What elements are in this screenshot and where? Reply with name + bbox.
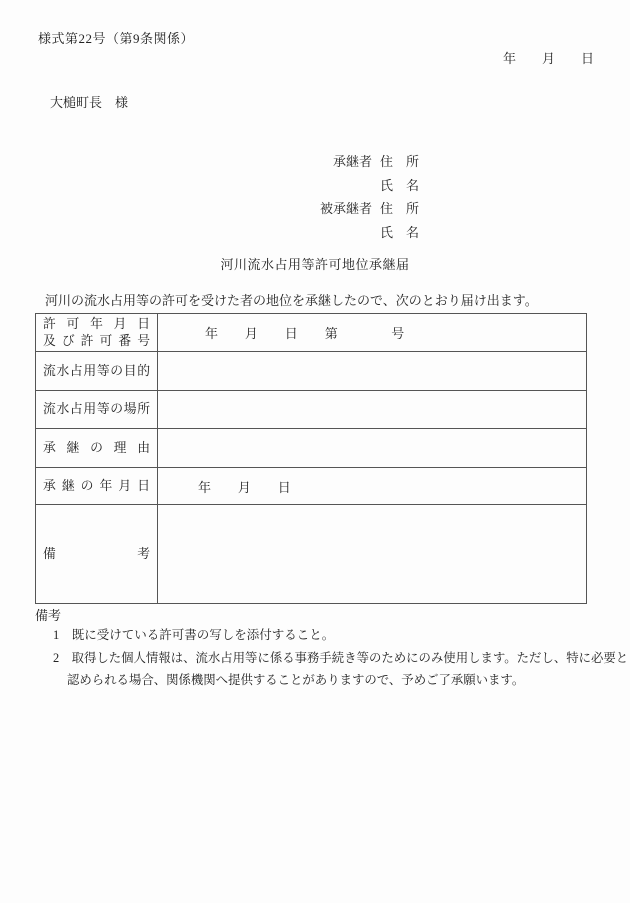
row-label-text: 承 継 の 年 月 日	[43, 478, 150, 493]
applicant-field-label: 氏 名	[380, 177, 420, 193]
table-row-permit-date-number	[36, 314, 587, 352]
row-label	[36, 314, 158, 352]
form-table	[35, 313, 587, 604]
table-row-succession-date	[36, 468, 587, 505]
row-label-line1: 許 可 年 月 日	[43, 316, 150, 331]
form-number: 様式第22号（第9条関係）	[38, 31, 195, 46]
addressee: 大槌町長 様	[50, 95, 129, 110]
note-item-1: 1 既に受けている許可書の写しを添付すること。	[53, 628, 335, 642]
applicant-field-label: 住 所	[380, 201, 420, 217]
applicant-block	[304, 149, 419, 243]
row-label-line2: 及 び 許 可 番 号	[43, 333, 150, 348]
applicant-row-successor-name	[304, 173, 419, 197]
row-label	[36, 429, 158, 468]
row-value-cell	[158, 468, 587, 505]
row-label	[36, 468, 158, 505]
row-label-text: 承 継 の 理 由	[43, 440, 150, 455]
row-value-cell	[158, 314, 587, 352]
document-title: 河川流水占用等許可地位承継届	[220, 257, 410, 272]
row-label	[36, 391, 158, 429]
applicant-label: 承継者	[332, 154, 372, 170]
applicant-label: 被承継者	[319, 201, 372, 217]
lead-sentence: 河川の流水占用等の許可を受けた者の地位を承継したので、次のとおり届け出ます。	[32, 293, 538, 308]
applicant-row-predecessor-address	[304, 196, 419, 220]
table-row-purpose	[36, 352, 587, 391]
row-value-cell	[158, 429, 587, 468]
date-line: 年 月 日	[502, 51, 594, 66]
applicant-field-label: 住 所	[380, 154, 420, 170]
table-row-location	[36, 391, 587, 429]
applicant-row-successor-address	[304, 149, 419, 173]
row-value-cell	[158, 352, 587, 391]
row-label-text: 流水占用等の場所	[43, 402, 150, 416]
notes-heading: 備考	[35, 608, 62, 623]
row-label-text: 備 考	[43, 546, 150, 561]
row-label	[36, 505, 158, 604]
applicant-row-predecessor-name	[304, 220, 419, 244]
note-item-2: 2 取得した個人情報は、流水占用等に係る事務手続き等のためにのみ使用します。ただし、特に必要と認められる場合、関係機関へ提供することがありますので、予めご了承願います。	[53, 651, 629, 687]
table-row-succession-reason	[36, 429, 587, 468]
row-value-cell	[158, 391, 587, 429]
row-value-cell	[158, 505, 587, 604]
table-row-remarks	[36, 505, 587, 604]
row-label-text: 流水占用等の目的	[43, 363, 150, 378]
applicant-field-label: 氏 名	[380, 224, 420, 240]
succession-date-value: 年 月 日	[198, 479, 292, 495]
row-label	[36, 352, 158, 391]
permit-date-number-value: 年 月 日 第 号	[205, 326, 405, 341]
